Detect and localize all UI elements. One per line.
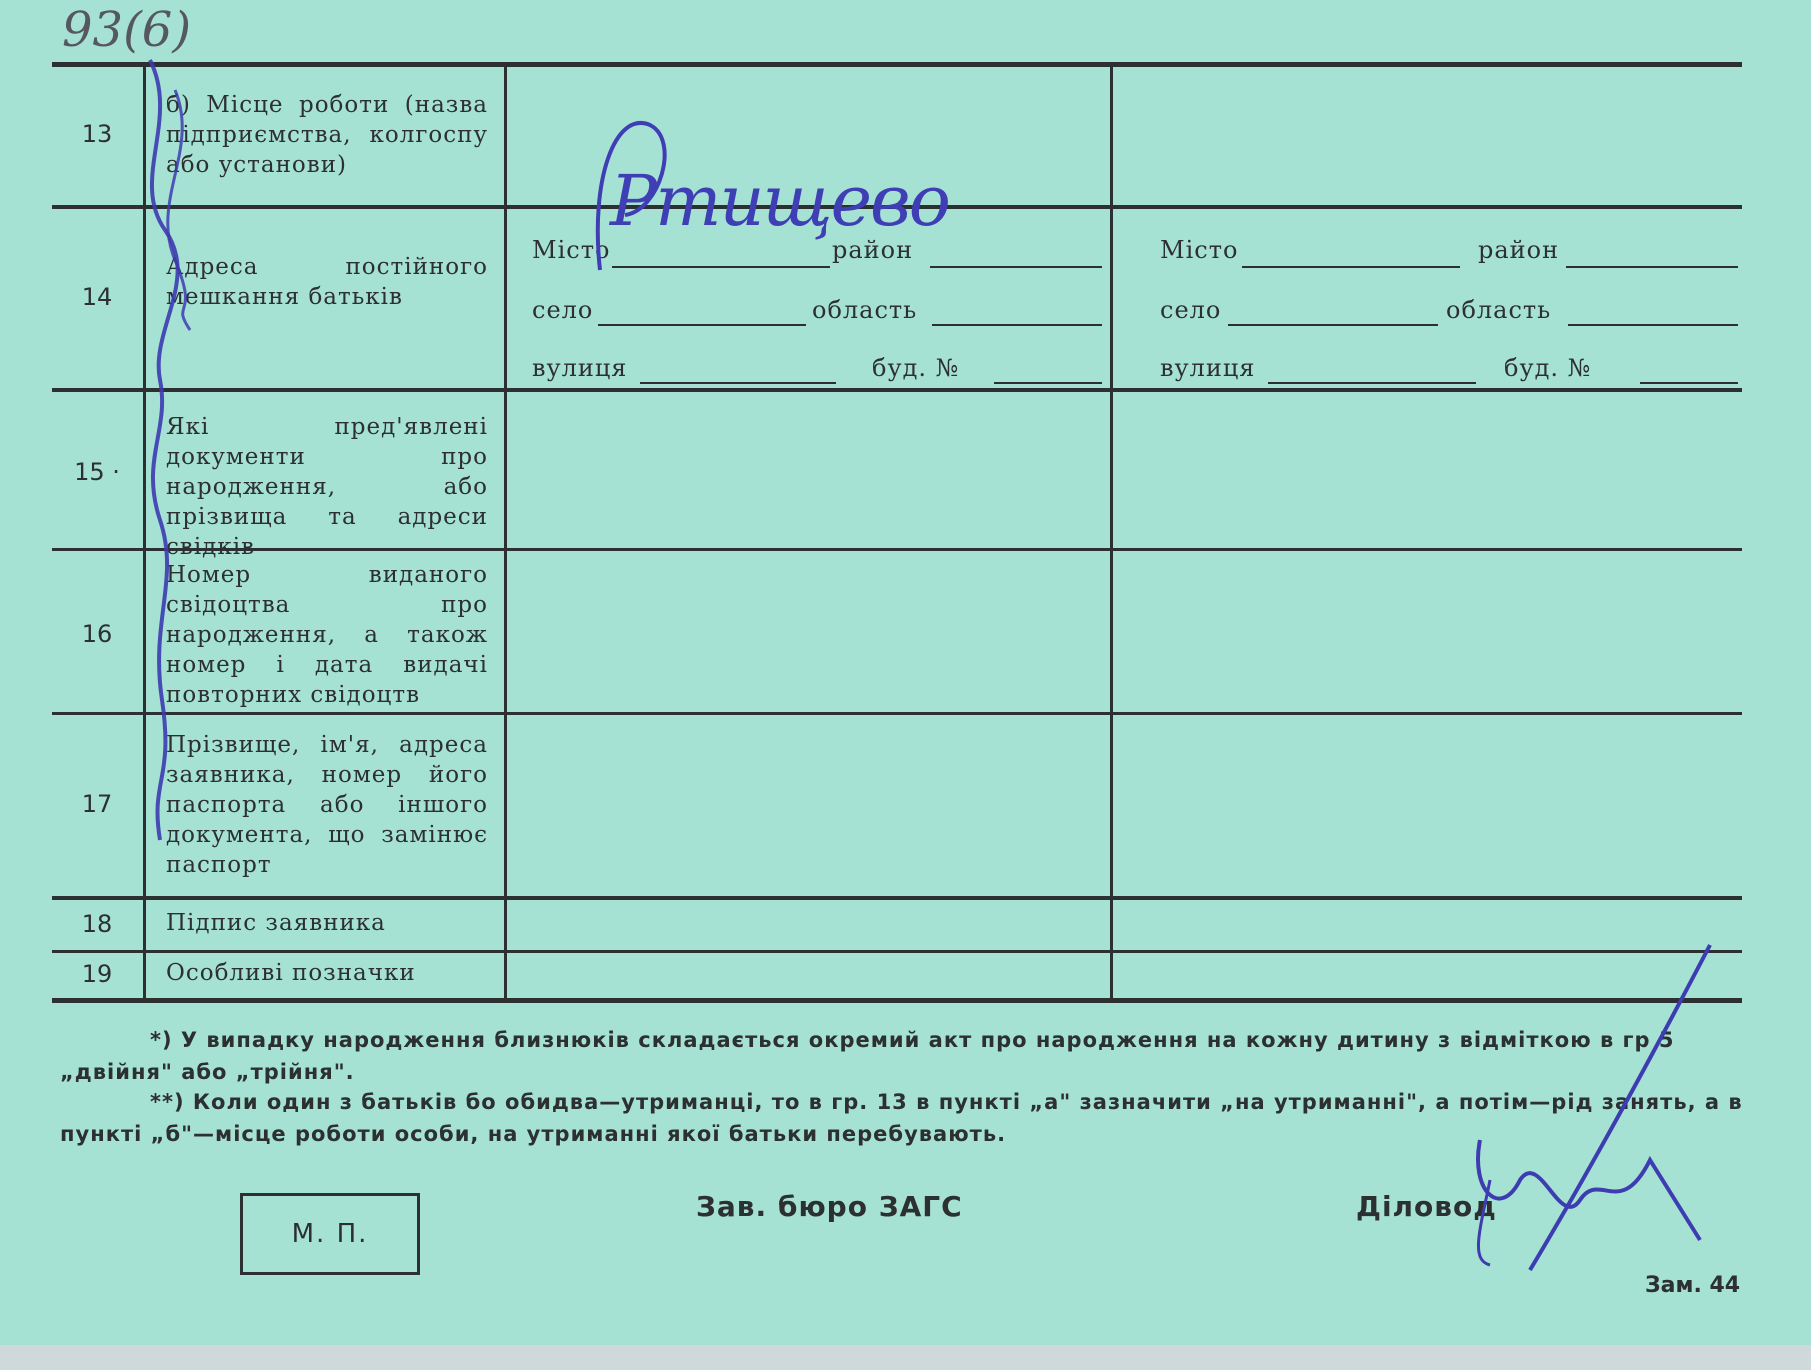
archive-mark: 93(6) <box>62 2 192 58</box>
father-region-label: область <box>812 296 918 324</box>
mother-building-label: буд. № <box>1504 354 1592 382</box>
form-code: Зам. 44 <box>1645 1273 1741 1298</box>
father-building-label: буд. № <box>872 354 960 382</box>
father-street-label: вулиця <box>532 354 628 382</box>
row-label-15: Які пред'явлені документи про народження, або прізвища та адреси свідків <box>166 414 488 560</box>
row-number-13: 13 <box>81 120 113 148</box>
footnote-dependents: **) Коли один з батьків бо обидва—утриманці, то в гр. 13 в пункті „а" зазначити „на утриманні", а потім—рід занять, а в пункті „б"—місце роботи особи, на утриманні якої батьки перебувають. <box>60 1090 1743 1146</box>
row-label-14: Адреса постійного мешкання батьків <box>166 254 488 310</box>
diagonal-stroke <box>1530 945 1710 1270</box>
row-number-17: 17 <box>81 790 113 818</box>
row-label-18: Підпис заявника <box>166 910 386 936</box>
row-number-16: 16 <box>81 620 113 648</box>
margin-scrawl-2 <box>168 90 190 330</box>
paper-edge <box>0 1345 1811 1370</box>
row-number-19: 19 <box>81 960 113 988</box>
father-city-label: Місто <box>532 236 611 264</box>
mother-city-label: Місто <box>1160 236 1239 264</box>
mother-region-label: область <box>1446 296 1552 324</box>
row-label-16: Номер виданого свідоцтва про народження, а також номер і дата видачі повторних свідоцтв <box>166 562 488 708</box>
row-label-19: Особливі позначки <box>166 960 416 986</box>
clerk-signature-tail <box>1478 1180 1490 1265</box>
handwritten-city-value: Ртищево <box>610 160 949 242</box>
stamp-place-label: М. П. <box>291 1219 369 1249</box>
row-label-17: Прізвище, ім'я, адреса заявника, номер його паспорта або іншого документа, що замінює паспорт <box>166 732 488 878</box>
clerk-label: Діловод <box>1356 1190 1497 1223</box>
father-village-label: село <box>532 296 594 324</box>
row-number-18: 18 <box>81 910 113 938</box>
father-district-label: район <box>832 236 914 264</box>
mother-street-label: вулиця <box>1160 354 1256 382</box>
mother-district-label: район <box>1478 236 1560 264</box>
head-of-registry-label: Зав. бюро ЗАГС <box>696 1190 963 1223</box>
clerk-signature <box>1478 1140 1700 1240</box>
mother-village-label: село <box>1160 296 1222 324</box>
footnote-twins: *) У випадку народження близнюків складається окремий акт про народження на кожну дитину з відміткою в гр 5 „двійня" або „трійня". <box>60 1028 1675 1084</box>
row-number-14: 14 <box>81 283 113 311</box>
row-label-13: б) Місце роботи (назва підприємства, колгоспу або установи) <box>166 92 488 178</box>
handwritten-r-loop <box>598 123 665 270</box>
row-number-15: 15 · <box>74 458 120 486</box>
